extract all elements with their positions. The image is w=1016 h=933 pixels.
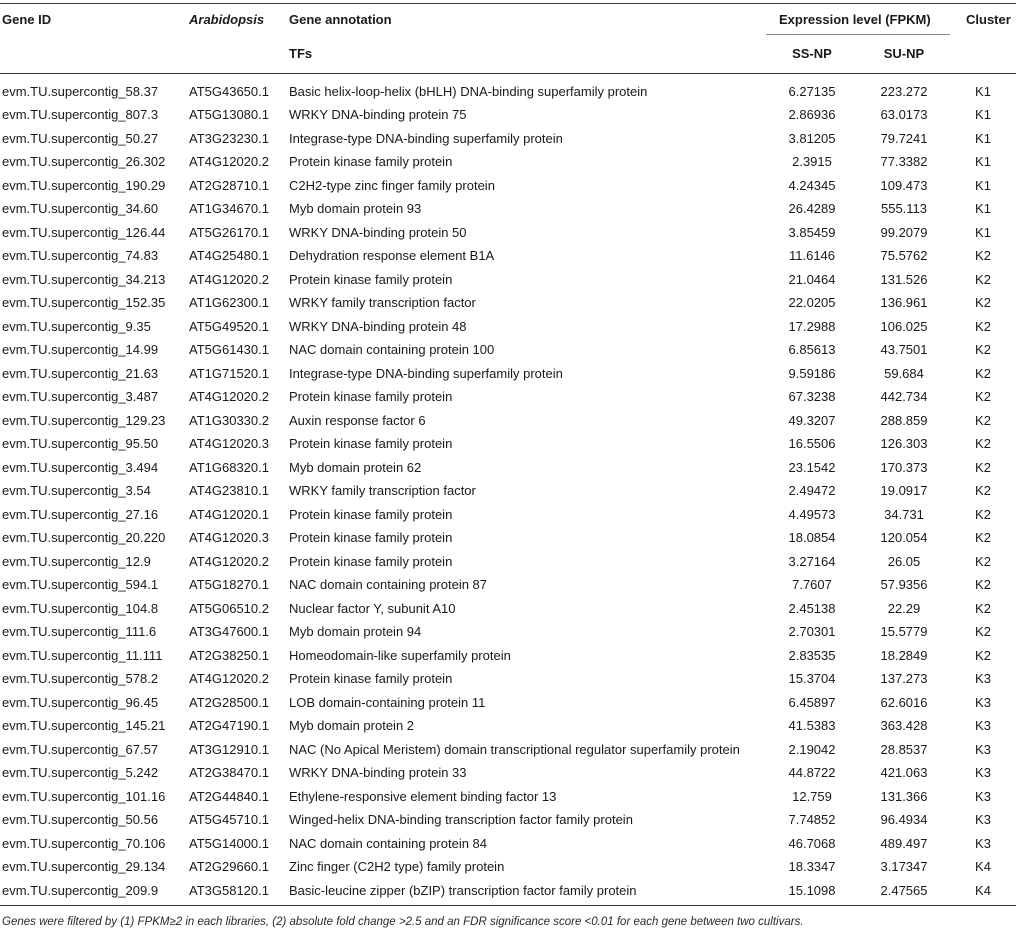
gene-id-cell: evm.TU.supercontig_12.9 xyxy=(2,553,151,569)
cluster-cell: K1 xyxy=(975,224,991,240)
arabidopsis-id-cell: AT1G71520.1 xyxy=(189,365,269,381)
gene-annotation-cell: Homeodomain-like superfamily protein xyxy=(289,647,511,663)
su-np-value-cell: 63.0173 xyxy=(880,107,928,123)
arabidopsis-id-cell: AT5G13080.1 xyxy=(189,107,269,123)
ss-np-value-cell: 2.70301 xyxy=(788,624,836,640)
table-row xyxy=(0,809,1016,833)
su-np-value-cell: 555.113 xyxy=(880,201,928,217)
gene-id-cell: evm.TU.supercontig_11.111 xyxy=(2,647,163,663)
gene-annotation-cell: Protein kinase family protein xyxy=(289,671,453,687)
table-row xyxy=(0,198,1016,222)
ss-np-value-cell: 2.83535 xyxy=(788,647,836,663)
arabidopsis-id-cell: AT2G38250.1 xyxy=(189,647,269,663)
ss-np-value-cell: 3.85459 xyxy=(788,224,836,240)
table-row xyxy=(0,315,1016,339)
gene-annotation-cell: Integrase-type DNA-binding superfamily protein xyxy=(289,130,563,146)
ss-np-value-cell: 2.45138 xyxy=(788,600,836,616)
su-np-value-cell: 28.8537 xyxy=(880,741,928,757)
header-ss-np: SS-NP xyxy=(792,46,832,61)
header-expression-level: Expression level (FPKM) xyxy=(779,12,931,27)
cluster-cell: K2 xyxy=(975,483,991,499)
su-np-value-cell: 19.0917 xyxy=(880,483,928,499)
arabidopsis-id-cell: AT5G26170.1 xyxy=(189,224,269,240)
cluster-cell: K2 xyxy=(975,271,991,287)
arabidopsis-id-cell: AT3G58120.1 xyxy=(189,882,269,898)
ss-np-value-cell: 3.81205 xyxy=(788,130,836,146)
cluster-cell: K2 xyxy=(975,506,991,522)
ss-np-value-cell: 15.3704 xyxy=(788,671,836,687)
arabidopsis-id-cell: AT2G38470.1 xyxy=(189,765,269,781)
table-row xyxy=(0,738,1016,762)
ss-np-value-cell: 41.5383 xyxy=(788,718,836,734)
su-np-value-cell: 126.303 xyxy=(880,436,928,452)
gene-id-cell: evm.TU.supercontig_126.44 xyxy=(2,224,166,240)
ss-np-value-cell: 2.19042 xyxy=(788,741,836,757)
arabidopsis-id-cell: AT4G12020.3 xyxy=(189,530,269,546)
ss-np-value-cell: 46.7068 xyxy=(788,835,836,851)
gene-annotation-cell: WRKY family transcription factor xyxy=(289,483,476,499)
gene-id-cell: evm.TU.supercontig_26.302 xyxy=(2,154,166,170)
su-np-value-cell: 109.473 xyxy=(880,177,928,193)
su-np-value-cell: 170.373 xyxy=(880,459,928,475)
gene-annotation-cell: WRKY DNA-binding protein 48 xyxy=(289,318,467,334)
gene-annotation-cell: Auxin response factor 6 xyxy=(289,412,426,428)
cluster-cell: K1 xyxy=(975,154,991,170)
gene-annotation-cell: NAC domain containing protein 84 xyxy=(289,835,488,851)
table-row xyxy=(0,80,1016,104)
cluster-cell: K4 xyxy=(975,859,991,875)
table-row xyxy=(0,550,1016,574)
table-row xyxy=(0,527,1016,551)
table-row xyxy=(0,362,1016,386)
su-np-value-cell: 106.025 xyxy=(880,318,928,334)
arabidopsis-id-cell: AT5G45710.1 xyxy=(189,812,269,828)
gene-annotation-cell: C2H2-type zinc finger family protein xyxy=(289,177,495,193)
gene-id-cell: evm.TU.supercontig_67.57 xyxy=(2,741,159,757)
su-np-value-cell: 131.526 xyxy=(880,271,928,287)
su-np-value-cell: 223.272 xyxy=(880,83,928,99)
gene-annotation-cell: Protein kinase family protein xyxy=(289,271,453,287)
ss-np-value-cell: 2.49472 xyxy=(788,483,836,499)
gene-annotation-cell: WRKY DNA-binding protein 50 xyxy=(289,224,467,240)
gene-id-cell: evm.TU.supercontig_9.35 xyxy=(2,318,151,334)
cluster-cell: K3 xyxy=(975,812,991,828)
cluster-cell: K2 xyxy=(975,624,991,640)
table-footnote: Genes were filtered by (1) FPKM≥2 in each libraries, (2) absolute fold change >2.5 and an FDR significance score <0.01 for each gene between two cultivars. xyxy=(2,916,804,928)
ss-np-value-cell: 6.27135 xyxy=(788,83,836,99)
arabidopsis-id-cell: AT4G12020.2 xyxy=(189,671,269,687)
cluster-cell: K1 xyxy=(975,130,991,146)
cluster-cell: K2 xyxy=(975,412,991,428)
ss-np-value-cell: 12.759 xyxy=(792,788,832,804)
arabidopsis-id-cell: AT2G28500.1 xyxy=(189,694,269,710)
arabidopsis-id-cell: AT4G12020.2 xyxy=(189,389,269,405)
table-row xyxy=(0,785,1016,809)
gene-annotation-cell: Ethylene-responsive element binding factor 13 xyxy=(289,788,557,804)
gene-annotation-cell: Winged-helix DNA-binding transcription factor family protein xyxy=(289,812,633,828)
gene-annotation-cell: WRKY DNA-binding protein 33 xyxy=(289,765,467,781)
su-np-value-cell: 59.684 xyxy=(884,365,924,381)
gene-annotation-cell: Myb domain protein 62 xyxy=(289,459,422,475)
arabidopsis-id-cell: AT5G43650.1 xyxy=(189,83,269,99)
table-row xyxy=(0,879,1016,903)
table-row xyxy=(0,668,1016,692)
arabidopsis-id-cell: AT4G25480.1 xyxy=(189,248,269,264)
table-row xyxy=(0,480,1016,504)
ss-np-value-cell: 9.59186 xyxy=(788,365,836,381)
arabidopsis-id-cell: AT5G14000.1 xyxy=(189,835,269,851)
top-rule xyxy=(0,3,1016,4)
gene-annotation-cell: Integrase-type DNA-binding superfamily protein xyxy=(289,365,563,381)
su-np-value-cell: 120.054 xyxy=(880,530,928,546)
gene-annotation-cell: Dehydration response element B1A xyxy=(289,248,495,264)
arabidopsis-id-cell: AT2G29660.1 xyxy=(189,859,269,875)
gene-id-cell: evm.TU.supercontig_27.16 xyxy=(2,506,159,522)
gene-annotation-cell: Basic helix-loop-helix (bHLH) DNA-binding superfamily protein xyxy=(289,83,648,99)
gene-id-cell: evm.TU.supercontig_50.56 xyxy=(2,812,159,828)
table-row xyxy=(0,268,1016,292)
su-np-value-cell: 43.7501 xyxy=(880,342,928,358)
gene-annotation-cell: Myb domain protein 2 xyxy=(289,718,415,734)
gene-annotation-cell: Protein kinase family protein xyxy=(289,506,453,522)
ss-np-value-cell: 7.7607 xyxy=(792,577,832,593)
gene-annotation-cell: NAC domain containing protein 100 xyxy=(289,342,495,358)
table-row xyxy=(0,456,1016,480)
arabidopsis-id-cell: AT5G49520.1 xyxy=(189,318,269,334)
su-np-value-cell: 34.731 xyxy=(884,506,924,522)
su-np-value-cell: 62.6016 xyxy=(880,694,928,710)
arabidopsis-id-cell: AT4G12020.1 xyxy=(189,506,269,522)
arabidopsis-id-cell: AT1G34670.1 xyxy=(189,201,269,217)
arabidopsis-id-cell: AT3G12910.1 xyxy=(189,741,269,757)
gene-id-cell: evm.TU.supercontig_807.3 xyxy=(2,107,159,123)
su-np-value-cell: 137.273 xyxy=(880,671,928,687)
su-np-value-cell: 96.4934 xyxy=(880,812,928,828)
header-gene-annotation: Gene annotation xyxy=(289,12,392,27)
cluster-cell: K2 xyxy=(975,318,991,334)
gene-annotation-cell: Protein kinase family protein xyxy=(289,553,453,569)
ss-np-value-cell: 18.3347 xyxy=(788,859,836,875)
cluster-cell: K3 xyxy=(975,718,991,734)
cluster-cell: K2 xyxy=(975,342,991,358)
table-row xyxy=(0,691,1016,715)
header-arabidopsis: Arabidopsis xyxy=(189,12,265,27)
ss-np-value-cell: 15.1098 xyxy=(788,882,836,898)
cluster-cell: K1 xyxy=(975,201,991,217)
su-np-value-cell: 421.063 xyxy=(880,765,928,781)
su-np-value-cell: 2.47565 xyxy=(880,882,928,898)
cluster-cell: K2 xyxy=(975,248,991,264)
table-row xyxy=(0,292,1016,316)
header-tfs: TFs xyxy=(289,46,313,61)
ss-np-value-cell: 4.24345 xyxy=(788,177,836,193)
cluster-cell: K1 xyxy=(975,83,991,99)
table-row xyxy=(0,127,1016,151)
arabidopsis-id-cell: AT4G12020.3 xyxy=(189,436,269,452)
arabidopsis-id-cell: AT4G12020.2 xyxy=(189,553,269,569)
table-row xyxy=(0,221,1016,245)
gene-id-cell: evm.TU.supercontig_190.29 xyxy=(2,177,166,193)
gene-annotation-cell: LOB domain-containing protein 11 xyxy=(289,694,486,710)
ss-np-value-cell: 44.8722 xyxy=(788,765,836,781)
header-rule xyxy=(0,73,1016,74)
table-row xyxy=(0,104,1016,128)
table-row xyxy=(0,151,1016,175)
arabidopsis-id-cell: AT5G18270.1 xyxy=(189,577,269,593)
gene-id-cell: evm.TU.supercontig_3.487 xyxy=(2,389,159,405)
gene-annotation-cell: WRKY family transcription factor xyxy=(289,295,476,311)
ss-np-value-cell: 11.6146 xyxy=(788,248,836,264)
gene-id-cell: evm.TU.supercontig_70.106 xyxy=(2,835,166,851)
cluster-cell: K2 xyxy=(975,365,991,381)
gene-id-cell: evm.TU.supercontig_14.99 xyxy=(2,342,159,358)
su-np-value-cell: 99.2079 xyxy=(880,224,928,240)
cluster-cell: K2 xyxy=(975,600,991,616)
arabidopsis-id-cell: AT1G30330.2 xyxy=(189,412,269,428)
arabidopsis-id-cell: AT1G68320.1 xyxy=(189,459,269,475)
gene-id-cell: evm.TU.supercontig_34.60 xyxy=(2,201,159,217)
table-row xyxy=(0,433,1016,457)
gene-annotation-cell: Myb domain protein 93 xyxy=(289,201,422,217)
gene-annotation-cell: Nuclear factor Y, subunit A10 xyxy=(289,600,456,616)
su-np-value-cell: 18.2849 xyxy=(880,647,928,663)
cluster-cell: K2 xyxy=(975,295,991,311)
ss-np-value-cell: 18.0854 xyxy=(788,530,836,546)
cluster-cell: K2 xyxy=(975,553,991,569)
cluster-cell: K2 xyxy=(975,436,991,452)
table-row xyxy=(0,715,1016,739)
gene-annotation-cell: Protein kinase family protein xyxy=(289,154,453,170)
table-row xyxy=(0,644,1016,668)
arabidopsis-id-cell: AT2G28710.1 xyxy=(189,177,269,193)
gene-id-cell: evm.TU.supercontig_5.242 xyxy=(2,765,159,781)
cluster-cell: K3 xyxy=(975,694,991,710)
su-np-value-cell: 363.428 xyxy=(880,718,928,734)
gene-id-cell: evm.TU.supercontig_152.35 xyxy=(2,295,166,311)
table-row xyxy=(0,832,1016,856)
gene-id-cell: evm.TU.supercontig_578.2 xyxy=(2,671,159,687)
bottom-rule xyxy=(0,905,1016,906)
ss-np-value-cell: 67.3238 xyxy=(788,389,836,405)
ss-np-value-cell: 21.0464 xyxy=(788,271,836,287)
su-np-value-cell: 79.7241 xyxy=(880,130,928,146)
gene-id-cell: evm.TU.supercontig_594.1 xyxy=(2,577,159,593)
arabidopsis-id-cell: AT4G12020.2 xyxy=(189,271,269,287)
table-row xyxy=(0,856,1016,880)
cluster-cell: K4 xyxy=(975,882,991,898)
cluster-cell: K3 xyxy=(975,835,991,851)
ss-np-value-cell: 22.0205 xyxy=(788,295,836,311)
table-row xyxy=(0,574,1016,598)
gene-annotation-cell: NAC (No Apical Meristem) domain transcriptional regulator superfamily protein xyxy=(289,741,740,757)
gene-id-cell: evm.TU.supercontig_111.6 xyxy=(2,624,157,640)
su-np-value-cell: 22.29 xyxy=(887,600,921,616)
ss-np-value-cell: 16.5506 xyxy=(788,436,836,452)
arabidopsis-id-cell: AT3G47600.1 xyxy=(189,624,269,640)
arabidopsis-id-cell: AT5G61430.1 xyxy=(189,342,269,358)
table-row xyxy=(0,762,1016,786)
ss-np-value-cell: 7.74852 xyxy=(788,812,836,828)
gene-id-cell: evm.TU.supercontig_3.54 xyxy=(2,483,151,499)
su-np-value-cell: 442.734 xyxy=(880,389,928,405)
arabidopsis-id-cell: AT2G47190.1 xyxy=(189,718,269,734)
su-np-value-cell: 3.17347 xyxy=(880,859,928,875)
table-body xyxy=(0,80,1016,903)
cluster-cell: K1 xyxy=(975,177,991,193)
table-row xyxy=(0,503,1016,527)
cluster-cell: K3 xyxy=(975,765,991,781)
ss-np-value-cell: 26.4289 xyxy=(788,201,836,217)
gene-id-cell: evm.TU.supercontig_29.134 xyxy=(2,859,166,875)
gene-annotation-cell: NAC domain containing protein 87 xyxy=(289,577,488,593)
cluster-cell: K3 xyxy=(975,788,991,804)
gene-id-cell: evm.TU.supercontig_21.63 xyxy=(2,365,159,381)
gene-annotation-cell: Zinc finger (C2H2 type) family protein xyxy=(289,859,505,875)
arabidopsis-id-cell: AT4G12020.2 xyxy=(189,154,269,170)
cluster-cell: K2 xyxy=(975,389,991,405)
su-np-value-cell: 131.366 xyxy=(880,788,928,804)
arabidopsis-id-cell: AT1G62300.1 xyxy=(189,295,269,311)
ss-np-value-cell: 2.86936 xyxy=(788,107,836,123)
su-np-value-cell: 57.9356 xyxy=(880,577,928,593)
arabidopsis-id-cell: AT3G23230.1 xyxy=(189,130,269,146)
ss-np-value-cell: 2.3915 xyxy=(792,154,832,170)
su-np-value-cell: 77.3382 xyxy=(880,154,928,170)
su-np-value-cell: 489.497 xyxy=(880,835,928,851)
gene-id-cell: evm.TU.supercontig_3.494 xyxy=(2,459,159,475)
cluster-cell: K2 xyxy=(975,530,991,546)
su-np-value-cell: 136.961 xyxy=(880,295,928,311)
gene-id-cell: evm.TU.supercontig_95.50 xyxy=(2,436,159,452)
gene-annotation-cell: WRKY DNA-binding protein 75 xyxy=(289,107,467,123)
gene-id-cell: evm.TU.supercontig_101.16 xyxy=(2,788,166,804)
ss-np-value-cell: 6.45897 xyxy=(788,694,836,710)
arabidopsis-id-cell: AT4G23810.1 xyxy=(189,483,269,499)
cluster-cell: K2 xyxy=(975,577,991,593)
su-np-value-cell: 15.5779 xyxy=(880,624,928,640)
arabidopsis-id-cell: AT5G06510.2 xyxy=(189,600,269,616)
gene-id-cell: evm.TU.supercontig_129.23 xyxy=(2,412,166,428)
ss-np-value-cell: 4.49573 xyxy=(788,506,836,522)
gene-annotation-cell: Protein kinase family protein xyxy=(289,436,453,452)
header-cluster: Cluster xyxy=(966,12,1011,27)
header-gene-id: Gene ID xyxy=(2,12,52,27)
ss-np-value-cell: 6.85613 xyxy=(788,342,836,358)
table-row xyxy=(0,386,1016,410)
cluster-cell: K2 xyxy=(975,459,991,475)
gene-id-cell: evm.TU.supercontig_20.220 xyxy=(2,530,166,546)
ss-np-value-cell: 17.2988 xyxy=(788,318,836,334)
gene-annotation-cell: Basic-leucine zipper (bZIP) transcription factor family protein xyxy=(289,882,637,898)
table-row xyxy=(0,174,1016,198)
gene-annotation-cell: Myb domain protein 94 xyxy=(289,624,422,640)
ss-np-value-cell: 23.1542 xyxy=(788,459,836,475)
gene-id-cell: evm.TU.supercontig_34.213 xyxy=(2,271,166,287)
su-np-value-cell: 288.859 xyxy=(880,412,928,428)
gene-annotation-cell: Protein kinase family protein xyxy=(289,530,453,546)
gene-id-cell: evm.TU.supercontig_74.83 xyxy=(2,248,159,264)
gene-id-cell: evm.TU.supercontig_50.27 xyxy=(2,130,159,146)
gene-table xyxy=(0,80,1016,903)
ss-np-value-cell: 49.3207 xyxy=(788,412,836,428)
expression-subrule xyxy=(766,34,950,35)
gene-id-cell: evm.TU.supercontig_58.37 xyxy=(2,83,159,99)
cluster-cell: K2 xyxy=(975,647,991,663)
cluster-cell: K3 xyxy=(975,741,991,757)
arabidopsis-id-cell: AT2G44840.1 xyxy=(189,788,269,804)
table-row xyxy=(0,621,1016,645)
cluster-cell: K1 xyxy=(975,107,991,123)
gene-id-cell: evm.TU.supercontig_104.8 xyxy=(2,600,159,616)
table-row xyxy=(0,245,1016,269)
su-np-value-cell: 75.5762 xyxy=(880,248,928,264)
header-su-np: SU-NP xyxy=(883,46,925,61)
table-row xyxy=(0,409,1016,433)
table-row xyxy=(0,597,1016,621)
su-np-value-cell: 26.05 xyxy=(887,553,921,569)
ss-np-value-cell: 3.27164 xyxy=(788,553,836,569)
gene-annotation-cell: Protein kinase family protein xyxy=(289,389,453,405)
cluster-cell: K3 xyxy=(975,671,991,687)
table-row xyxy=(0,339,1016,363)
gene-id-cell: evm.TU.supercontig_209.9 xyxy=(2,882,159,898)
gene-id-cell: evm.TU.supercontig_96.45 xyxy=(2,694,159,710)
gene-id-cell: evm.TU.supercontig_145.21 xyxy=(2,718,166,734)
